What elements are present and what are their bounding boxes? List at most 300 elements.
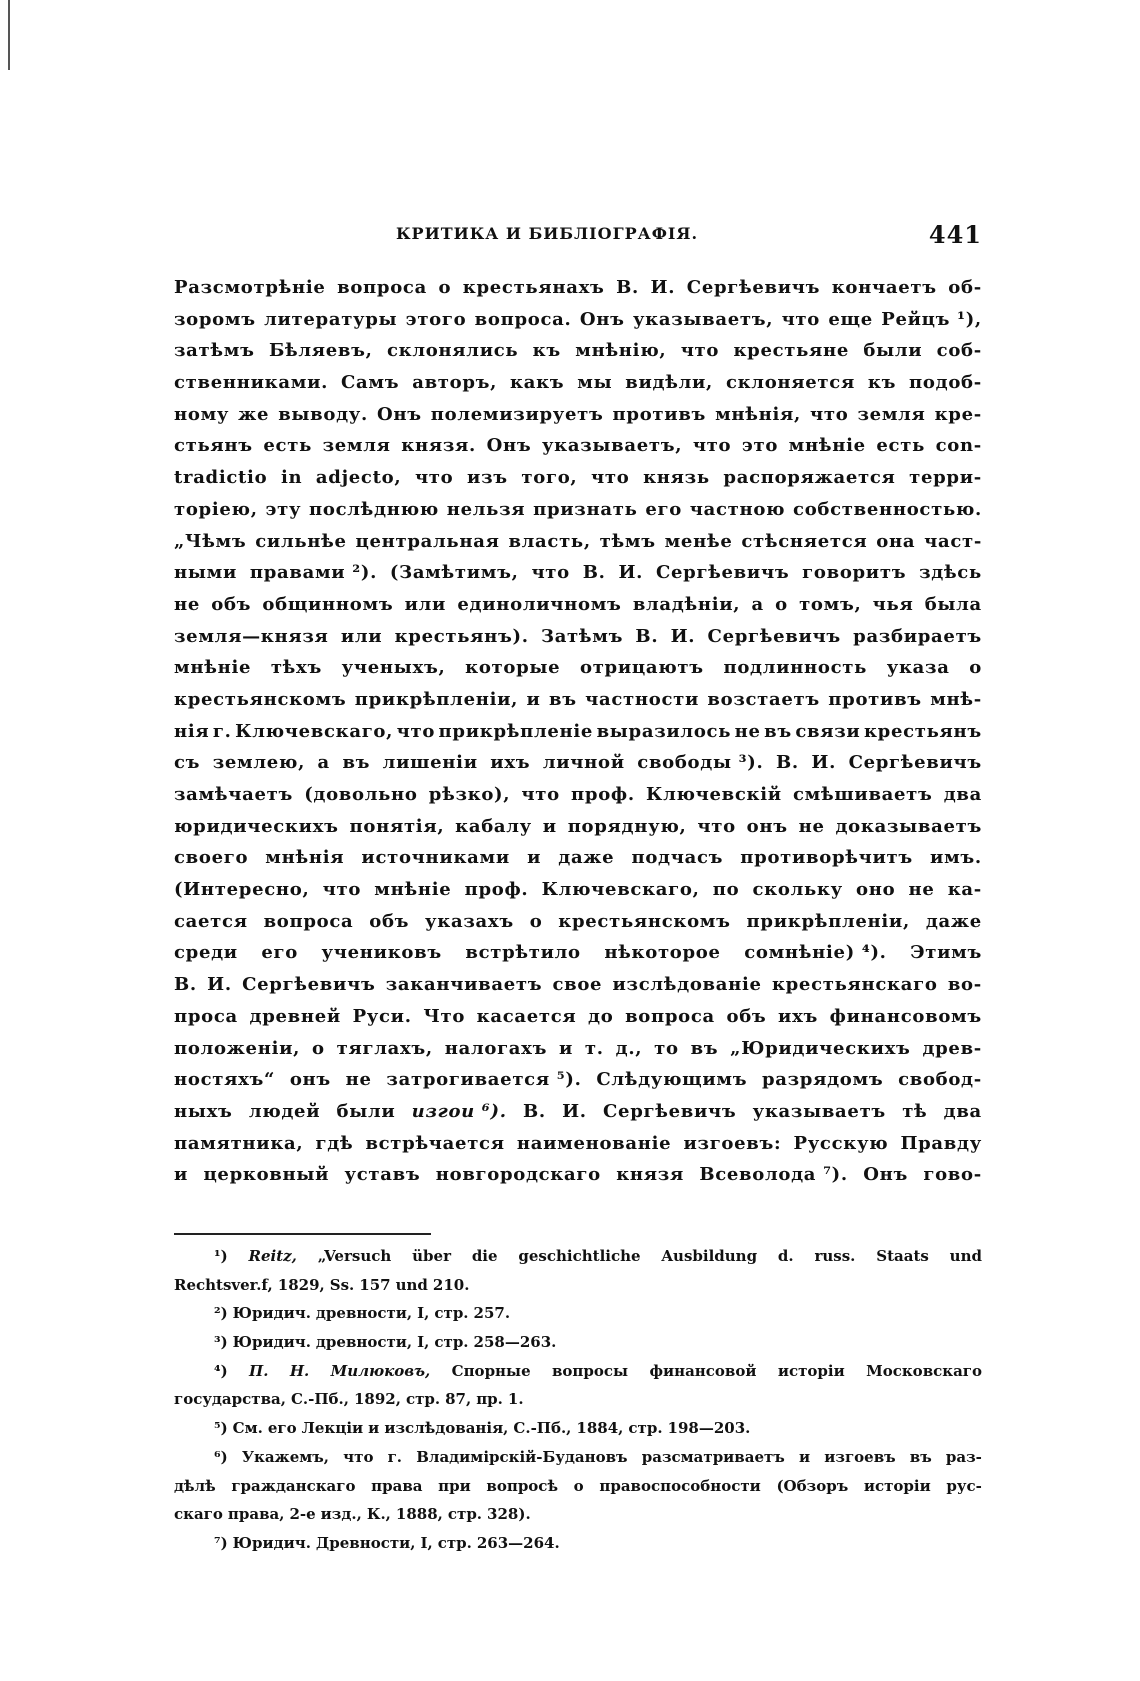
- word: здѣсь: [919, 562, 982, 584]
- word: кабалу: [455, 815, 532, 837]
- footnote-word: С.-Пб.,: [290, 1390, 349, 1409]
- word: не: [174, 593, 201, 615]
- word: что: [414, 467, 454, 489]
- footnote-word: изслѣдованія,: [384, 1419, 509, 1438]
- word: Бѣляевъ,: [268, 340, 373, 362]
- word: и: [174, 1164, 189, 1186]
- word: до: [588, 1005, 614, 1027]
- text-line: [174, 399, 982, 431]
- word: част-: [924, 530, 982, 552]
- word: стѣсняется: [741, 530, 868, 552]
- word: И.: [207, 974, 232, 996]
- footnote-word: Н.: [289, 1361, 310, 1380]
- word: объ: [369, 910, 410, 932]
- text-line: [174, 589, 982, 621]
- word: д.,: [615, 1037, 643, 1059]
- word: изгоевъ:: [683, 1132, 782, 1154]
- word: нельзя: [446, 498, 526, 520]
- word: „Юридическихъ: [730, 1037, 911, 1059]
- word: ственниками.: [174, 372, 329, 394]
- footnote-word: гражданскаго: [231, 1476, 356, 1495]
- word: земля—князя: [174, 625, 329, 647]
- text-line: [174, 969, 982, 1001]
- footnote-word: 257.: [473, 1304, 511, 1323]
- word: указахъ: [425, 910, 514, 932]
- word: нѣкоторое: [604, 942, 721, 964]
- footnote-line: [174, 1328, 982, 1357]
- footnote-line: [174, 1500, 982, 1529]
- word: склонялись: [386, 340, 519, 362]
- word: что: [531, 562, 570, 584]
- word: или: [340, 625, 383, 647]
- word: изслѣдованіе: [612, 974, 762, 996]
- word: Самъ: [341, 372, 400, 394]
- footnote-word: I,: [420, 1533, 433, 1552]
- footnote-word: ²): [214, 1304, 228, 1323]
- footnote-word: стр.: [434, 1304, 469, 1323]
- word: В.: [174, 974, 197, 996]
- word: (Замѣтимъ,: [389, 562, 519, 584]
- word: среди: [174, 942, 238, 964]
- word: Разсмотрѣніе: [174, 277, 326, 298]
- word: возстаетъ: [707, 688, 820, 710]
- footnote-line: [174, 1242, 982, 1271]
- word: были: [336, 1100, 396, 1122]
- word: его: [261, 942, 298, 964]
- page-number: 441: [928, 220, 982, 249]
- text-line: [174, 652, 982, 684]
- word: Рейцъ ¹),: [881, 308, 982, 330]
- word: порядную,: [567, 815, 687, 837]
- word: adjecto,: [315, 467, 402, 489]
- footnote-word: скаго: [174, 1505, 223, 1524]
- word: церковный: [203, 1164, 330, 1186]
- word: противъ: [828, 688, 922, 710]
- text-line: [174, 272, 982, 304]
- footnote-word: 87,: [445, 1390, 472, 1409]
- word: Слѣдующимъ: [596, 1069, 748, 1091]
- footnote-word: древности,: [315, 1304, 413, 1323]
- footnote-word: ¹): [214, 1247, 228, 1265]
- word: тѣхъ: [270, 657, 322, 679]
- word: даже: [558, 847, 615, 869]
- footnote-word: Ss.: [329, 1275, 355, 1294]
- footnote-word: Rechtsver.f,: [174, 1275, 273, 1294]
- footnote-word: исторіи: [777, 1361, 845, 1380]
- footnote-word: стр.: [628, 1419, 663, 1438]
- text-line: [174, 1128, 982, 1160]
- word: г.: [212, 720, 232, 742]
- word: древней: [249, 1005, 341, 1027]
- word: князь: [643, 467, 710, 489]
- text-line: [174, 1064, 982, 1096]
- word: встрѣтило: [465, 942, 581, 964]
- word: налогахъ: [444, 1037, 548, 1059]
- word: наименованіе: [516, 1132, 672, 1154]
- footnote-word: стр.: [434, 1333, 469, 1352]
- footnote-word: ⁷): [214, 1533, 228, 1552]
- footnote-word: С.-Пб.,: [513, 1419, 572, 1438]
- text-line: [174, 1001, 982, 1033]
- footnote-word: 328).: [487, 1505, 531, 1524]
- footnote-word: права: [371, 1476, 423, 1495]
- text-line: [174, 1033, 982, 1065]
- word: замѣчаетъ: [174, 784, 293, 805]
- footnote-word: Юридич.: [232, 1304, 311, 1323]
- footnote-word: въ: [909, 1447, 932, 1466]
- word: финансовомъ: [829, 1005, 982, 1027]
- word: тѣ: [902, 1100, 928, 1122]
- footnote-word: о: [573, 1476, 584, 1495]
- word: (довольно: [304, 784, 418, 805]
- word: вопроса: [625, 1005, 715, 1027]
- footnote-word: изгоевъ: [824, 1447, 896, 1466]
- text-line: [174, 526, 982, 558]
- word: свое: [552, 974, 603, 996]
- text-line: [174, 335, 982, 367]
- word: не: [908, 879, 935, 901]
- word: что: [692, 435, 732, 457]
- word: же: [238, 403, 270, 425]
- footnote-line: [174, 1529, 982, 1558]
- word: единоличномъ: [457, 593, 622, 615]
- word: сильнѣе: [255, 530, 347, 552]
- word: Онъ: [579, 308, 625, 330]
- footnote-word: „Versuch: [317, 1247, 392, 1265]
- footnote-word: исторіи: [863, 1476, 931, 1495]
- word: об-: [948, 277, 982, 298]
- word: Сергѣевичъ: [242, 974, 376, 996]
- word: смѣшиваетъ: [793, 784, 933, 805]
- word: указываетъ,: [632, 308, 774, 330]
- word: уставъ: [344, 1164, 421, 1186]
- word: даже: [925, 910, 982, 932]
- word: онъ: [746, 815, 788, 837]
- word: въ: [690, 1037, 719, 1059]
- word: видѣли,: [625, 372, 714, 394]
- word: рѣзко),: [428, 784, 511, 805]
- text-line: [174, 779, 982, 811]
- word: не: [345, 1069, 372, 1091]
- footnote-word: Укажемъ,: [241, 1447, 330, 1466]
- footnote-word: права,: [227, 1505, 285, 1524]
- word: Сергѣевичъ: [603, 1100, 737, 1122]
- text-line: [174, 906, 982, 938]
- word: свобод-: [898, 1069, 982, 1091]
- word: источниками: [361, 847, 510, 869]
- word: учениковъ: [321, 942, 442, 964]
- word: въ: [549, 688, 577, 710]
- footnote-word: стр.: [447, 1505, 483, 1524]
- word: крестьяне: [733, 340, 850, 362]
- word: гдѣ: [315, 1132, 354, 1154]
- text-line: [174, 430, 982, 462]
- word: Правду: [900, 1132, 982, 1154]
- footnote-word: изд.,: [320, 1505, 362, 1524]
- footnote-word: 1892,: [353, 1390, 401, 1409]
- word: и: [527, 847, 542, 869]
- word: tradictio: [174, 467, 268, 489]
- word: людей: [248, 1100, 321, 1122]
- word: мы: [577, 372, 613, 394]
- word: крестьянскаго: [771, 974, 938, 996]
- footnote-word: russ.: [814, 1247, 856, 1265]
- footnote-word: г.: [387, 1447, 403, 1466]
- word: объ: [211, 593, 252, 615]
- word: разрядомъ: [761, 1069, 884, 1091]
- word: признать: [533, 498, 638, 520]
- word: въ: [342, 752, 371, 774]
- word: къ: [532, 340, 561, 362]
- word: соб-: [936, 340, 982, 362]
- word: мнѣнія: [265, 847, 345, 869]
- footnote-word: Владимірскій-Будановъ: [416, 1447, 628, 1466]
- word: то: [654, 1037, 679, 1059]
- word: а: [317, 752, 330, 774]
- word: о: [438, 277, 452, 298]
- word: общинномъ: [262, 593, 394, 615]
- word: частности: [585, 688, 700, 710]
- word: центральная: [355, 530, 500, 552]
- word: прикрѣпленіе: [438, 720, 594, 742]
- word: онъ: [289, 1069, 331, 1091]
- word: выразилось: [596, 720, 732, 742]
- word: затѣмъ: [174, 340, 255, 362]
- word: распоряжается: [723, 467, 896, 489]
- word: а: [751, 593, 764, 615]
- word: имъ.: [930, 847, 982, 869]
- word: частною: [689, 498, 786, 520]
- text-line: [174, 811, 982, 843]
- word: вопроса: [337, 277, 427, 298]
- word: стьянъ: [174, 435, 253, 457]
- word: и: [542, 815, 557, 837]
- footnote-word: Юридич.: [232, 1533, 311, 1552]
- word: ныхъ: [174, 1100, 233, 1122]
- footnote-word: 2-е: [289, 1505, 316, 1524]
- text-line: [174, 1159, 982, 1191]
- word: вопроса: [263, 910, 354, 932]
- footnote-word: Московскаго: [866, 1361, 982, 1380]
- word: т.: [584, 1037, 604, 1059]
- footnote-line: [174, 1385, 982, 1414]
- footnote-word: Ausbildung: [661, 1247, 758, 1265]
- word: о: [775, 593, 788, 615]
- word: гово-: [923, 1164, 982, 1186]
- word: Затѣмъ: [541, 625, 624, 647]
- footnote-line: [174, 1357, 982, 1386]
- word: касается: [476, 1005, 577, 1027]
- footnote-word: (Обзоръ: [776, 1476, 849, 1495]
- word: Этимъ: [910, 942, 982, 964]
- word: противъ: [612, 403, 707, 425]
- footnote-word: при: [438, 1476, 471, 1495]
- word: Ключевскаго,: [541, 879, 700, 901]
- footnote-word: финансовой: [649, 1361, 757, 1380]
- word: есть: [263, 435, 312, 457]
- word: кончаетъ: [831, 277, 937, 298]
- word: Сергѣевичъ: [686, 277, 821, 298]
- footnote-word: разсматриваетъ: [641, 1447, 785, 1466]
- word: ихъ: [490, 752, 531, 774]
- word: по: [712, 879, 740, 901]
- word: разбираетъ: [853, 625, 982, 647]
- word: Руси.: [352, 1005, 412, 1027]
- word: Сергѣевичъ: [848, 752, 982, 774]
- word: И.: [650, 277, 676, 298]
- footnote-word: древности,: [315, 1333, 413, 1352]
- word: новгородскаго: [435, 1164, 601, 1186]
- word: юридическихъ: [174, 815, 339, 837]
- text-line: [174, 874, 982, 906]
- word: ученыхъ,: [341, 657, 446, 679]
- word: понятія,: [349, 815, 445, 837]
- word: проф.: [464, 879, 529, 901]
- text-line: [174, 842, 982, 874]
- word: В.: [522, 1100, 546, 1122]
- word: что: [396, 720, 436, 742]
- word: о: [312, 1037, 325, 1059]
- word: два: [943, 784, 982, 805]
- word: во-: [947, 974, 982, 996]
- word: ка-: [947, 879, 982, 901]
- word: сается: [174, 910, 248, 932]
- footnote-word: П.: [249, 1361, 269, 1380]
- footnote-word: d.: [777, 1247, 794, 1265]
- word: что: [810, 403, 849, 425]
- word: выводу.: [278, 403, 368, 425]
- word: это: [741, 435, 779, 457]
- word: или: [404, 593, 447, 615]
- word: полемизируетъ: [430, 403, 604, 425]
- word: авторъ,: [412, 372, 498, 394]
- word: заканчиваетъ: [385, 974, 543, 996]
- word: были: [863, 340, 923, 362]
- word: два: [943, 1100, 982, 1122]
- word: склоняется: [725, 372, 855, 394]
- word: изгои ⁶).: [411, 1100, 507, 1122]
- word: послѣднюю: [309, 498, 439, 520]
- word: объ: [726, 1005, 767, 1027]
- text-line: [174, 494, 982, 526]
- word: ному: [174, 403, 230, 425]
- footnote-word: 1.: [507, 1390, 524, 1409]
- footnote-word: Staats: [876, 1247, 929, 1265]
- word: проф.: [571, 784, 635, 805]
- footnote-word: стр.: [437, 1533, 472, 1552]
- word: положеніи,: [174, 1037, 301, 1059]
- text-line: [174, 684, 982, 716]
- word: con-: [935, 435, 982, 457]
- text-line: [174, 621, 982, 653]
- word: В.: [635, 625, 659, 647]
- word: В.: [775, 752, 799, 774]
- word: томъ,: [799, 593, 862, 615]
- word: крестьянскомъ: [558, 910, 731, 932]
- word: съ: [174, 752, 201, 774]
- word: своего: [174, 847, 249, 869]
- word: мнѣ-: [930, 688, 982, 710]
- word: мнѣніе: [788, 435, 866, 457]
- footnote-line: [174, 1271, 982, 1300]
- footnote-word: дѣлѣ: [174, 1476, 216, 1495]
- word: указываетъ,: [541, 435, 683, 457]
- word: В.: [616, 277, 639, 298]
- text-line: [174, 304, 982, 336]
- footnote-word: государства,: [174, 1390, 286, 1409]
- word: В.: [582, 562, 606, 584]
- word: И.: [562, 1100, 587, 1122]
- footnote-word: und: [395, 1275, 428, 1294]
- footnote-word: geschichtliche: [518, 1247, 641, 1265]
- word: оно: [856, 879, 896, 901]
- word: князя: [616, 1164, 684, 1186]
- word: И.: [618, 562, 644, 584]
- word: землею,: [212, 752, 306, 774]
- word: чья: [872, 593, 914, 615]
- footnote-word: См.: [232, 1419, 263, 1438]
- word: его: [645, 498, 682, 520]
- text-line: [174, 1096, 982, 1128]
- word: Онъ: [863, 1164, 908, 1186]
- word: къ: [867, 372, 897, 394]
- word: противорѣчитъ: [740, 847, 913, 869]
- page-header: [174, 220, 982, 256]
- footnote-word: 198—203.: [667, 1419, 751, 1438]
- word: менѣе: [664, 530, 733, 552]
- word: о: [529, 910, 543, 932]
- word: отрицаютъ: [579, 657, 704, 679]
- word: Ключевскаго,: [235, 720, 394, 742]
- word: И.: [670, 625, 696, 647]
- footnote-word: und: [949, 1247, 982, 1265]
- running-head: КРИТИКА И БИБЛІОГРАФІЯ.: [396, 224, 699, 243]
- footnote-word: ³): [214, 1333, 228, 1352]
- word: владѣніи,: [632, 593, 741, 615]
- word: проса: [174, 1005, 238, 1027]
- footnote-word: Юридич.: [232, 1333, 311, 1352]
- word: прикрѣпленіи,: [746, 910, 910, 932]
- word: указа: [886, 657, 950, 679]
- word: Сергѣевичъ: [707, 625, 841, 647]
- word: „Чѣмъ: [174, 530, 247, 552]
- footnote-word: 263—264.: [476, 1533, 560, 1552]
- word: терри-: [909, 467, 982, 489]
- word: Что: [423, 1005, 466, 1027]
- word: указываетъ: [752, 1100, 886, 1122]
- footnote-line: [174, 1472, 982, 1501]
- word: того,: [521, 467, 578, 489]
- word: крестьянскомъ: [174, 688, 347, 710]
- word: связи: [795, 720, 861, 742]
- footnote-word: Спорные: [451, 1361, 531, 1380]
- word: Ключевскій: [646, 784, 782, 805]
- footnote-word: 157: [359, 1275, 391, 1294]
- word: власть,: [508, 530, 591, 552]
- footnote-word: ⁵): [214, 1419, 228, 1438]
- footnote-word: рус-: [946, 1476, 982, 1495]
- footnote-word: I,: [417, 1304, 430, 1323]
- word: зоромъ: [174, 308, 256, 330]
- word: мнѣнію,: [575, 340, 667, 362]
- word: мнѣніе: [374, 879, 452, 901]
- footnote-word: правоспособности: [599, 1476, 761, 1495]
- footnote-word: пр.: [476, 1390, 503, 1409]
- word: торіею,: [174, 498, 258, 520]
- footnote-word: и: [368, 1419, 380, 1438]
- word: въ: [764, 720, 792, 742]
- footnote-word: Reitz,: [248, 1247, 297, 1265]
